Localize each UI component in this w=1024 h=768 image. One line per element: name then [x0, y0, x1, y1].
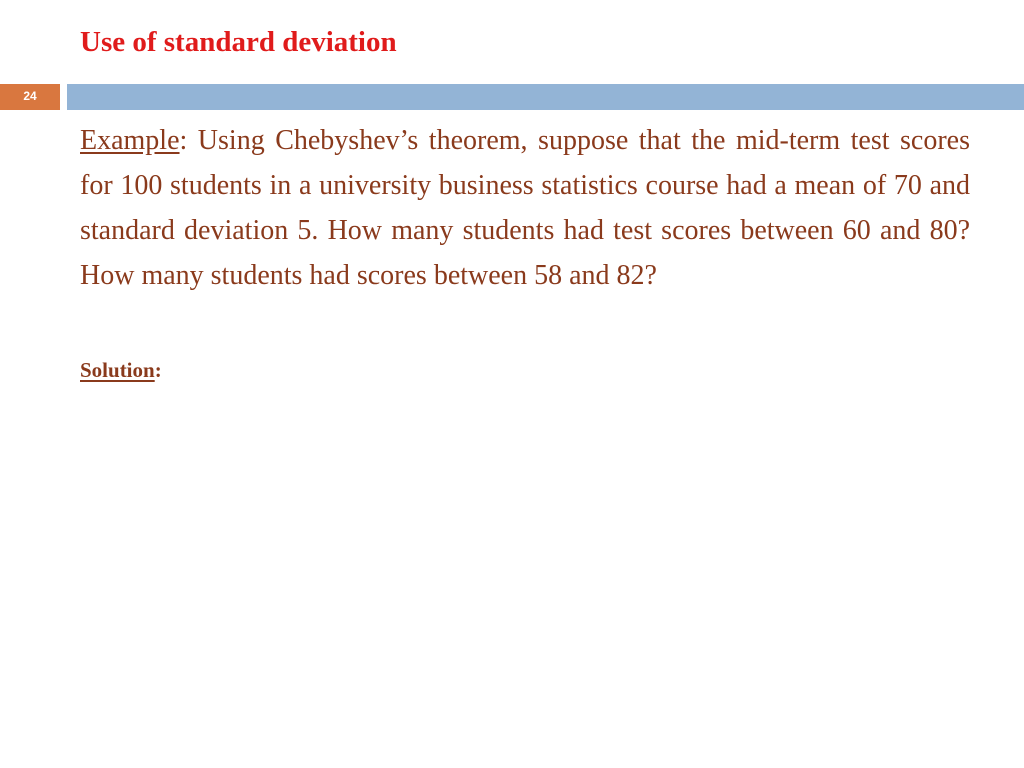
- solution-suffix: :: [154, 358, 162, 382]
- slide-title: Use of standard deviation: [80, 26, 397, 58]
- solution-label: Solution: [80, 358, 155, 382]
- slide-number: 24: [0, 84, 60, 110]
- example-label: Example: [80, 125, 180, 156]
- example-text: : Using Chebyshev’s theorem, suppose that the mid-term test scores for 100 students in a university business statistics course had a mean of 70 and standard deviation 5. How many students had test scores between 60 and 80? How many students had scores between 58 and 82?: [80, 125, 970, 291]
- header-divider-bar: [67, 84, 1024, 110]
- example-paragraph: [80, 118, 970, 298]
- solution-heading: [80, 358, 162, 383]
